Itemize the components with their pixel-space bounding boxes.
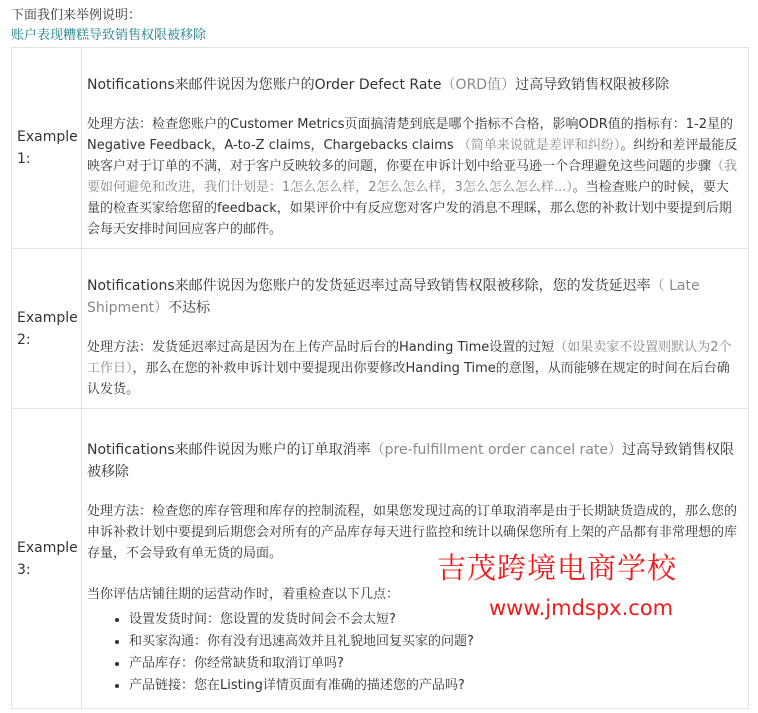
example-body-1: [82, 48, 749, 249]
watermark-url: www.jmdspx.com: [489, 596, 674, 620]
intro-text: 下面我们来举例说明：: [11, 8, 142, 23]
handling-method-3: 处理方法：检查您的库存管理和库存的控制流程，如果您发现过高的订单取消率是由于长期缺货造成的，那么您的申诉补救计划中要提到后期您会对所有的产品库存每天进行监控和统计以确保您所有上架的产品都有非常理想的库存量，不会导致有单无货的局面。: [87, 503, 738, 561]
section-subtitle: 账户表现糟糕导致销售权限被移除: [11, 28, 207, 43]
example-label-2: Example 2:: [12, 249, 82, 409]
list-item: • 设置发货时间：您设置的发货时间会不会太短?: [129, 609, 740, 631]
handling-method-2: 处理方法：发货延迟率过高是因为在上传产品时后台的Handing Time设置的过短（如果卖家不设置则默认为2个工作日），那么在您的补救申诉计划中要提现出你要修改Handing Time的意图，从而能够在规定的时间在后台确认发货。: [87, 340, 732, 397]
notification-title-2: Notifications来邮件说因为您账户的发货延迟率过高导致销售权限被移除，您的发货延迟率（ Late Shipment）不达标: [87, 278, 700, 316]
handling-method-1: 处理方法：检查您账户的Customer Metrics页面搞清楚到底是哪个指标不合格，影响ODR值的指标有：1-2星的Negative Feedback，A-to-Z claims，Chargebacks claims （简单来说就是差评和纠纷）。纠纷和差评最能反映客户对于订单的不满，对于客户反映较多的问题，你要在申诉计划中给亚马逊一个合理避免这些问题的步骤（我要如何避免和改进，我们计划是：1怎么怎么样，2怎么怎么样，3怎么怎么怎么样...）。当检查账户的时候，要大量的检查买家给您留的feedback，如果评价中有反应您对客户发的消息不理睬，那么您的补救计划中要提到后期会每天安排时间回应客户的邮件。: [87, 117, 738, 237]
checks-list: [87, 609, 740, 697]
list-item: • 产品库存：你经常缺货和取消订单吗?: [129, 653, 740, 675]
example-row-1: [12, 48, 749, 249]
list-item: • 和买家沟通：你有没有迅速高效并且礼貌地回复买家的问题?: [129, 631, 740, 653]
example-label-3: Example 3:: [12, 409, 82, 709]
checks-lead: 当你评估店铺往期的运营动作时，着重检查以下几点：: [87, 586, 400, 602]
notification-title-1: Notifications来邮件说因为您账户的Order Defect Rate（ORD值）过高导致销售权限被移除: [87, 77, 670, 93]
example-label-1: Example 1:: [12, 48, 82, 249]
list-item: • 产品链接：您在Listing详情页面有准确的描述您的产品吗?: [129, 675, 740, 697]
example-row-2: [12, 249, 749, 409]
watermark-school-name: 吉茂跨境电商学校: [437, 551, 678, 585]
notification-title-3: Notifications来邮件说因为账户的订单取消率（pre-fulfillment order cancel rate）过高导致销售权限被移除: [87, 441, 734, 480]
example-body-2: [82, 249, 749, 409]
